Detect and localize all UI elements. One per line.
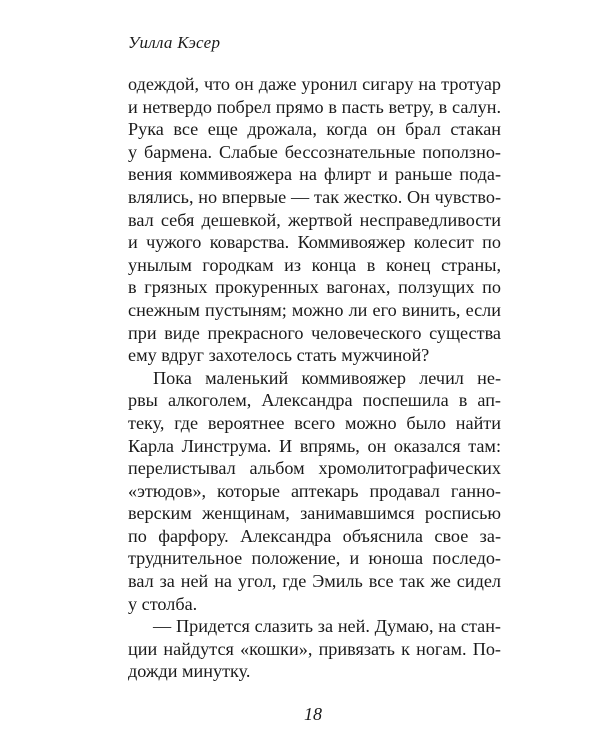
text-line: и нетвердо побрел прямо в пасть ветру, в салун.	[128, 96, 501, 117]
body-text	[128, 73, 501, 683]
text-line: унылым городкам из конца в конец страны,	[128, 254, 501, 275]
text-line: Пока маленький коммивояжер лечил не-	[153, 367, 501, 388]
page-number: 18	[304, 704, 322, 724]
text-line: вал себя дешевкой, жертвой несправедливости	[128, 209, 501, 230]
text-line: Карла Линструма. И впрямь, он оказался там:	[128, 435, 501, 456]
text-line: по фарфору. Александра объяснила свое за-	[128, 525, 501, 546]
text-line: и чужого коварства. Коммивояжер колесит по	[128, 232, 501, 253]
text-line: теку, где вероятнее всего можно было найти	[128, 412, 501, 433]
text-line: в грязных прокуренных вагонах, ползущих по	[128, 277, 501, 298]
text-line: — Придется слазить за ней. Думаю, на стан-	[153, 616, 501, 637]
paragraph	[128, 73, 501, 367]
text-line: ему вдруг захотелось стать мужчиной?	[128, 345, 430, 366]
paragraph	[128, 615, 501, 683]
text-line: Рука все еще дрожала, когда он брал стакан	[128, 119, 501, 140]
text-line: влялись, но впервые — так жестко. Он чувство-	[128, 186, 501, 207]
running-header: Уилла Кэсер	[128, 33, 221, 52]
text-line: одеждой, что он даже уронил сигару на тротуар	[128, 74, 501, 94]
text-line: верским женщинам, занимавшимся росписью	[128, 503, 501, 524]
text-line: рвы алкоголем, Александра поспешила в ап-	[128, 390, 501, 411]
text-line: при виде прекрасного человеческого существа	[128, 322, 501, 343]
text-line: ции найдутся «кошки», привязать к ногам. По-	[128, 638, 501, 659]
text-line: вал за ней на угол, где Эмиль все так же сидел	[128, 571, 501, 592]
text-line: у бармена. Слабые бессознательные поползно-	[128, 141, 501, 162]
text-line: труднительное положение, и юноша последо-	[128, 548, 501, 569]
paragraph	[128, 367, 501, 616]
text-line: дожди минутку.	[128, 661, 251, 682]
text-line: вения коммивояжера на флирт и раньше пода-	[128, 164, 501, 185]
text-line: перелистывал альбом хромолитографических	[128, 458, 501, 479]
text-line: у столба.	[128, 593, 198, 614]
text-line: снежным пустыням; можно ли его винить, если	[128, 299, 501, 320]
text-line: «этюдов», которые аптекарь продавал ганно-	[128, 480, 501, 501]
